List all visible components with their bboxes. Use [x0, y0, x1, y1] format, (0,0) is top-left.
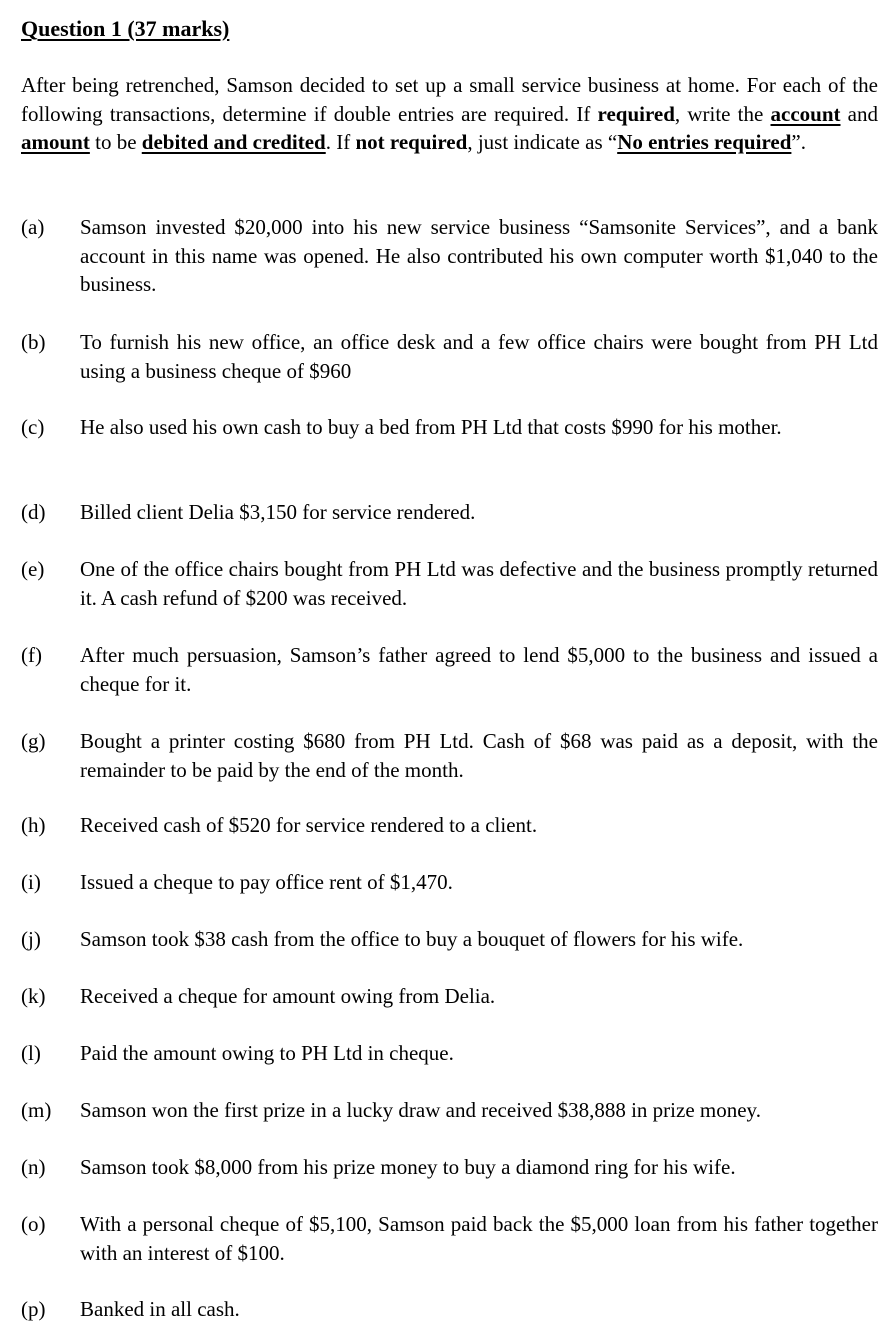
item-label: (m)	[21, 1098, 52, 1122]
transaction-item-k	[21, 982, 878, 1011]
item-label: (e)	[21, 557, 45, 581]
item-label: (o)	[21, 1212, 46, 1236]
item-label: (h)	[21, 813, 46, 837]
intro-text: After being retrenched, Samson decided to set up a small service business at home. For each of the following transactions, determine if double entries are required. If	[21, 73, 878, 126]
intro-text: . If	[325, 130, 356, 154]
intro-text: ”.	[791, 130, 806, 154]
transaction-item-g	[21, 727, 878, 784]
intro-text: , write the	[674, 101, 771, 126]
intro-emphasis-no-entries: No entries required	[617, 130, 792, 154]
transaction-item-b	[21, 328, 878, 385]
item-label: (n)	[21, 1155, 46, 1179]
item-text: Received cash of $520 for service rendered to a client.	[80, 813, 538, 837]
transaction-item-d	[21, 498, 878, 527]
transaction-item-a	[21, 213, 878, 299]
intro-text: , just indicate as “	[467, 130, 618, 154]
intro-text: and	[840, 101, 878, 126]
item-text: Banked in all cash.	[80, 1297, 240, 1321]
transaction-item-p	[21, 1295, 878, 1324]
intro-emphasis-required: required	[597, 101, 675, 126]
item-text: With a personal cheque of $5,100, Samson paid back the $5,000 loan from his father together with an interest of $100.	[80, 1212, 878, 1265]
item-text: To furnish his new office, an office desk and a few office chairs were bought from PH Ltd using a business cheque of $960	[80, 330, 878, 383]
item-text: Billed client Delia $3,150 for service rendered.	[80, 500, 476, 524]
item-text: Bought a printer costing $680 from PH Ltd. Cash of $68 was paid as a deposit, with the remainder to be paid by the end of the month.	[80, 729, 878, 782]
item-label: (j)	[21, 927, 41, 951]
transaction-item-l	[21, 1039, 878, 1068]
item-label: (a)	[21, 215, 45, 239]
item-text: Issued a cheque to pay office rent of $1,470.	[80, 870, 453, 894]
transaction-item-e	[21, 555, 878, 612]
intro-text: to be	[89, 130, 142, 154]
item-label: (k)	[21, 984, 46, 1008]
item-label: (f)	[21, 643, 42, 667]
item-label: (p)	[21, 1297, 46, 1321]
item-label: (b)	[21, 330, 46, 354]
question-instructions	[21, 71, 878, 157]
intro-emphasis-account: account	[770, 101, 841, 126]
transaction-item-m	[21, 1096, 878, 1125]
item-label: (i)	[21, 870, 41, 894]
item-text: After much persuasion, Samson’s father agreed to lend $5,000 to the business and issued a cheque for it.	[80, 643, 878, 696]
item-text: Received a cheque for amount owing from Delia.	[80, 984, 496, 1008]
transaction-item-h	[21, 811, 878, 840]
item-label: (g)	[21, 729, 46, 753]
intro-emphasis-not-required: not required	[355, 130, 468, 154]
transaction-item-o	[21, 1210, 878, 1267]
transaction-item-f	[21, 641, 878, 698]
transaction-item-c	[21, 413, 878, 442]
intro-emphasis-amount: amount	[21, 130, 90, 154]
item-label: (l)	[21, 1041, 41, 1065]
item-text: Samson took $8,000 from his prize money to buy a diamond ring for his wife.	[80, 1155, 736, 1179]
question-heading: Question 1 (37 marks)	[21, 16, 230, 41]
item-text: One of the office chairs bought from PH Ltd was defective and the business promptly returned it. A cash refund of $200 was received.	[80, 557, 878, 610]
item-text: He also used his own cash to buy a bed from PH Ltd that costs $990 for his mother.	[80, 415, 782, 439]
item-text: Samson invested $20,000 into his new service business “Samsonite Services”, and a bank account in this name was opened. He also contributed his own computer worth $1,040 to the business.	[80, 215, 878, 296]
item-text: Samson won the first prize in a lucky draw and received $38,888 in prize money.	[80, 1098, 761, 1122]
transaction-item-j	[21, 925, 878, 954]
transaction-item-i	[21, 868, 878, 897]
intro-emphasis-debited-credited: debited and credited	[141, 130, 326, 154]
item-label: (d)	[21, 500, 46, 524]
transaction-item-n	[21, 1153, 878, 1182]
item-text: Paid the amount owing to PH Ltd in cheque.	[80, 1041, 454, 1065]
item-text: Samson took $38 cash from the office to buy a bouquet of flowers for his wife.	[80, 927, 744, 951]
item-label: (c)	[21, 415, 45, 439]
